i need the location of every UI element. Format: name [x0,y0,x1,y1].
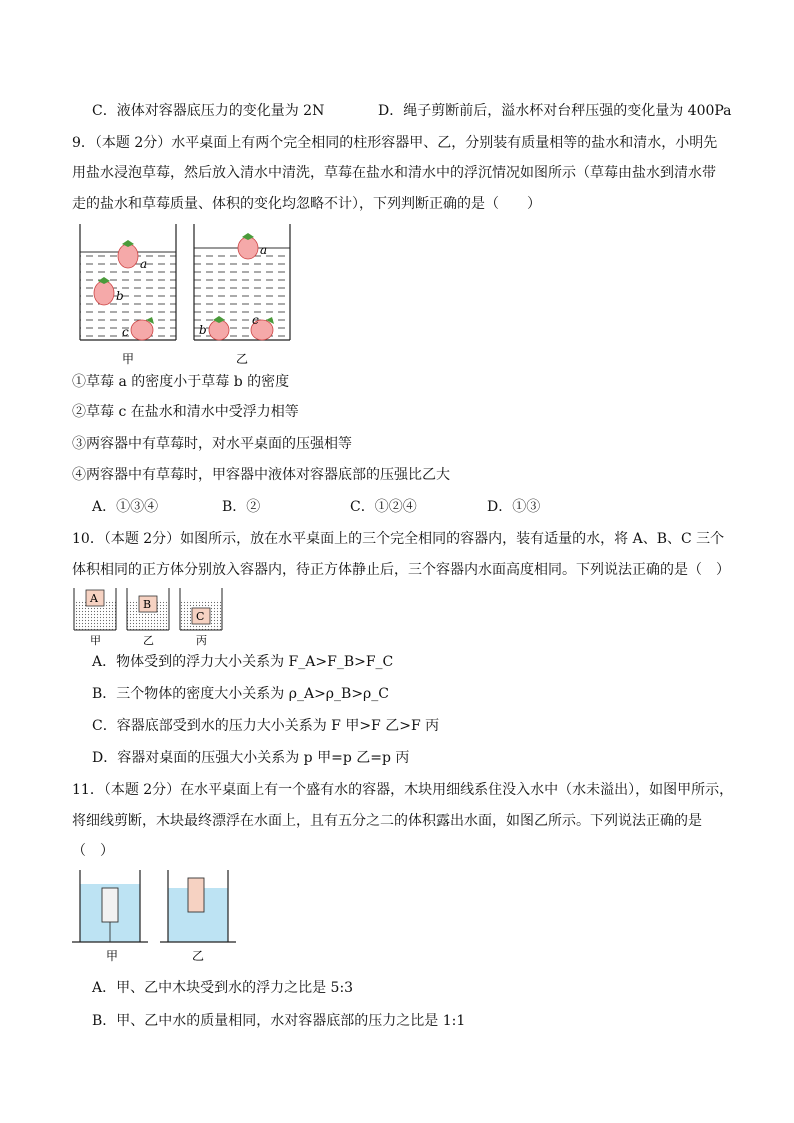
caption-yi: 乙 [236,352,249,366]
q11-figure [72,866,238,966]
container-bing-q10 [180,588,222,630]
q11-stem-line2: 将细线剪断，木块最终漂浮在水面上，且有五分之二的体积露出水面，如图乙所示。下列说法正确的是 [72,813,702,829]
cube-a-label: A [90,592,98,605]
q8-option-d: D．绳子剪断前后，溢水杯对台秤压强的变化量为 400Pa [378,103,732,119]
label-a-yi: a [260,243,268,257]
container-yi-q11 [160,870,236,942]
q10-option-a: A．物体受到的浮力大小关系为 F_A>F_B>F_C [92,654,394,670]
wood-block-jia [102,888,118,922]
q10-stem-line2: 体积相同的正方体分别放入容器内，待正方体静止后，三个容器内水面高度相同。下列说法正确的是（ ） [72,562,730,578]
strawberry-a-yi [238,233,258,259]
q11-stem-line3: （ ） [72,843,114,859]
caption-jia-q10: 甲 [90,634,101,647]
q11-option-a: A．甲、乙中木块受到水的浮力之比是 5:3 [92,980,354,996]
cube-c-label: C [196,610,205,623]
caption-yi-q10: 乙 [143,634,154,647]
q10-option-d: D．容器对桌面的压强大小关系为 p 甲=p 乙=p 丙 [92,750,410,766]
label-c-jia: c [122,325,129,339]
label-b-yi: b [199,323,207,337]
q9-choice-b: B．② [222,499,261,515]
caption-bing-q10: 丙 [196,634,207,647]
q9-stem-line1: 9．（本题 2分）水平桌面上有两个完全相同的柱形容器甲、乙，分别装有质量相等的盐水和清水，小明先 [72,135,718,151]
q11-stem-line1: 11．（本题 2分）在水平桌面上有一个盛有水的容器，木块用细线系住没入水中（水未溢出），如图甲所示， [72,782,734,798]
label-a-jia: a [140,257,148,271]
q10-figure [72,586,232,648]
q9-stem-line3: 走的盐水和草莓质量、体积的变化均忽略不计），下列判断正确的是（ ） [72,196,541,212]
q9-choice-c: C．①②④ [350,499,417,515]
container-yi-q10 [127,588,169,630]
wood-block-yi [188,878,204,912]
q9-statement-2: ②草莓 c 在盐水和清水中受浮力相等 [72,404,299,420]
caption-jia: 甲 [122,352,135,366]
caption-jia-q11: 甲 [106,949,119,963]
q9-figure [72,220,300,370]
q11-option-b: B．甲、乙中水的质量相同，水对容器底部的压力之比是 1:1 [92,1013,466,1029]
q10-stem-line1: 10．（本题 2分）如图所示，放在水平桌面上的三个完全相同的容器内，装有适量的水，将 A、B、C 三个 [72,531,725,547]
cube-b-label: B [143,598,152,611]
container-jia-q11 [72,870,148,942]
q9-statement-3: ③两容器中有草莓时，对水平桌面的压强相等 [72,436,352,452]
label-b-jia: b [116,289,124,303]
q9-choice-a: A．①③④ [92,499,159,515]
q10-option-b: B．三个物体的密度大小关系为 ρ_A>ρ_B>ρ_C [92,686,390,702]
caption-yi-q11: 乙 [192,949,205,963]
q10-option-c: C．容器底部受到水的压力大小关系为 F 甲>F 乙>F 丙 [92,718,440,734]
q9-statement-4: ④两容器中有草莓时，甲容器中液体对容器底部的压强比乙大 [72,467,450,483]
label-c-yi: c [252,313,259,327]
q8-option-c: C．液体对容器底压力的变化量为 2N [92,103,325,119]
q9-stem-line2: 用盐水浸泡草莓，然后放入清水中清洗，草莓在盐水和清水中的浮沉情况如图所示（草莓由盐水到清水带 [72,165,716,181]
q9-choice-d: D．①③ [487,499,541,515]
container-jia-q10 [74,588,116,630]
q9-statement-1: ①草莓 a 的密度小于草莓 b 的密度 [72,374,290,390]
strawberry-a-jia [118,240,138,268]
